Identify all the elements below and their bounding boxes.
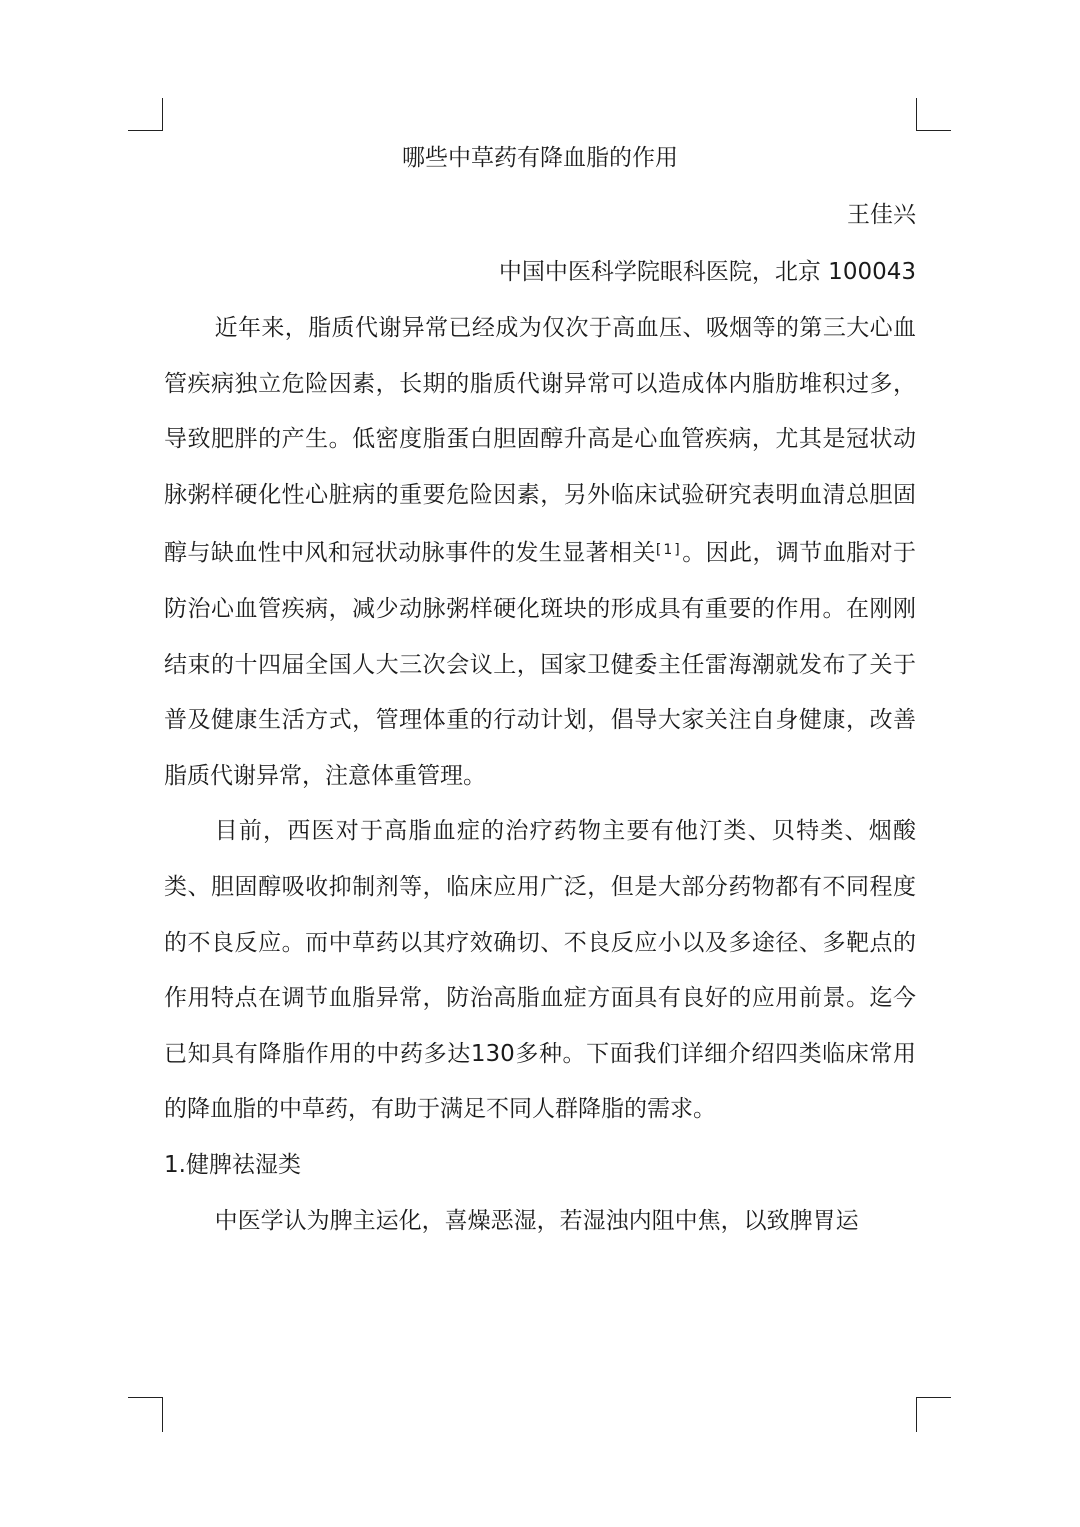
crop-mark-top-right <box>916 98 951 131</box>
section-paragraph: 中医学认为脾主运化，喜燥恶湿，若湿浊内阻中焦，以致脾胃运 <box>214 1207 859 1234</box>
paragraph-1-text-after-citation: 。因此，调节血脂对于防治心血管疾病，减少动脉粥样硬化斑块的形成具有重要的作用。在刚刚结束的十四届全国人大三次会议上，国家卫健委主任雷海潮就发布了关于普及健康生活方式，管理体重的行动计划，倡导大家关注自身健康，改善脂质代谢异常，注意体重管理。 <box>164 540 917 789</box>
section-heading: 1.健脾祛湿类 <box>164 1151 301 1178</box>
crop-mark-bottom-right <box>916 1397 951 1432</box>
document-title: 哪些中草药有降血脂的作用 <box>402 145 678 171</box>
author-name: 王佳兴 <box>847 202 916 228</box>
crop-mark-top-left <box>128 98 163 131</box>
crop-mark-bottom-left <box>128 1397 163 1432</box>
body-paragraph-1 <box>164 301 916 804</box>
paragraph-1-text-before-citation: 近年来，脂质代谢异常已经成为仅次于高血压、吸烟等的第三大心血管疾病独立危险因素，长期的脂质代谢异常可以造成体内脂肪堆积过多，导致肥胖的产生。低密度脂蛋白胆固醇升高是心血管疾病，尤其是冠状动脉粥样硬化性心脏病的重要危险因素，另外临床试验研究表明血清总胆固醇与缺血性中风和冠状动脉事件的发生显著相关 <box>164 315 916 567</box>
author-affiliation: 中国中医科学院眼科医院，北京 100043 <box>498 259 916 285</box>
body-paragraph-2: 目前，西医对于高脂血症的治疗药物主要有他汀类、贝特类、烟酸类、胆固醇吸收抑制剂等，临床应用广泛，但是大部分药物都有不同程度的不良反应。而中草药以其疗效确切、不良反应小以及多途径、多靶点的作用特点在调节血脂异常，防治高脂血症方面具有良好的应用前景。迄今已知具有降脂作用的中药多达130多种。下面我们详细介绍四类临床常用的降血脂的中草药，有助于满足不同人群降脂的需求。 <box>164 818 916 1123</box>
citation-reference: [1] <box>655 542 682 559</box>
document-page <box>164 130 916 1249</box>
